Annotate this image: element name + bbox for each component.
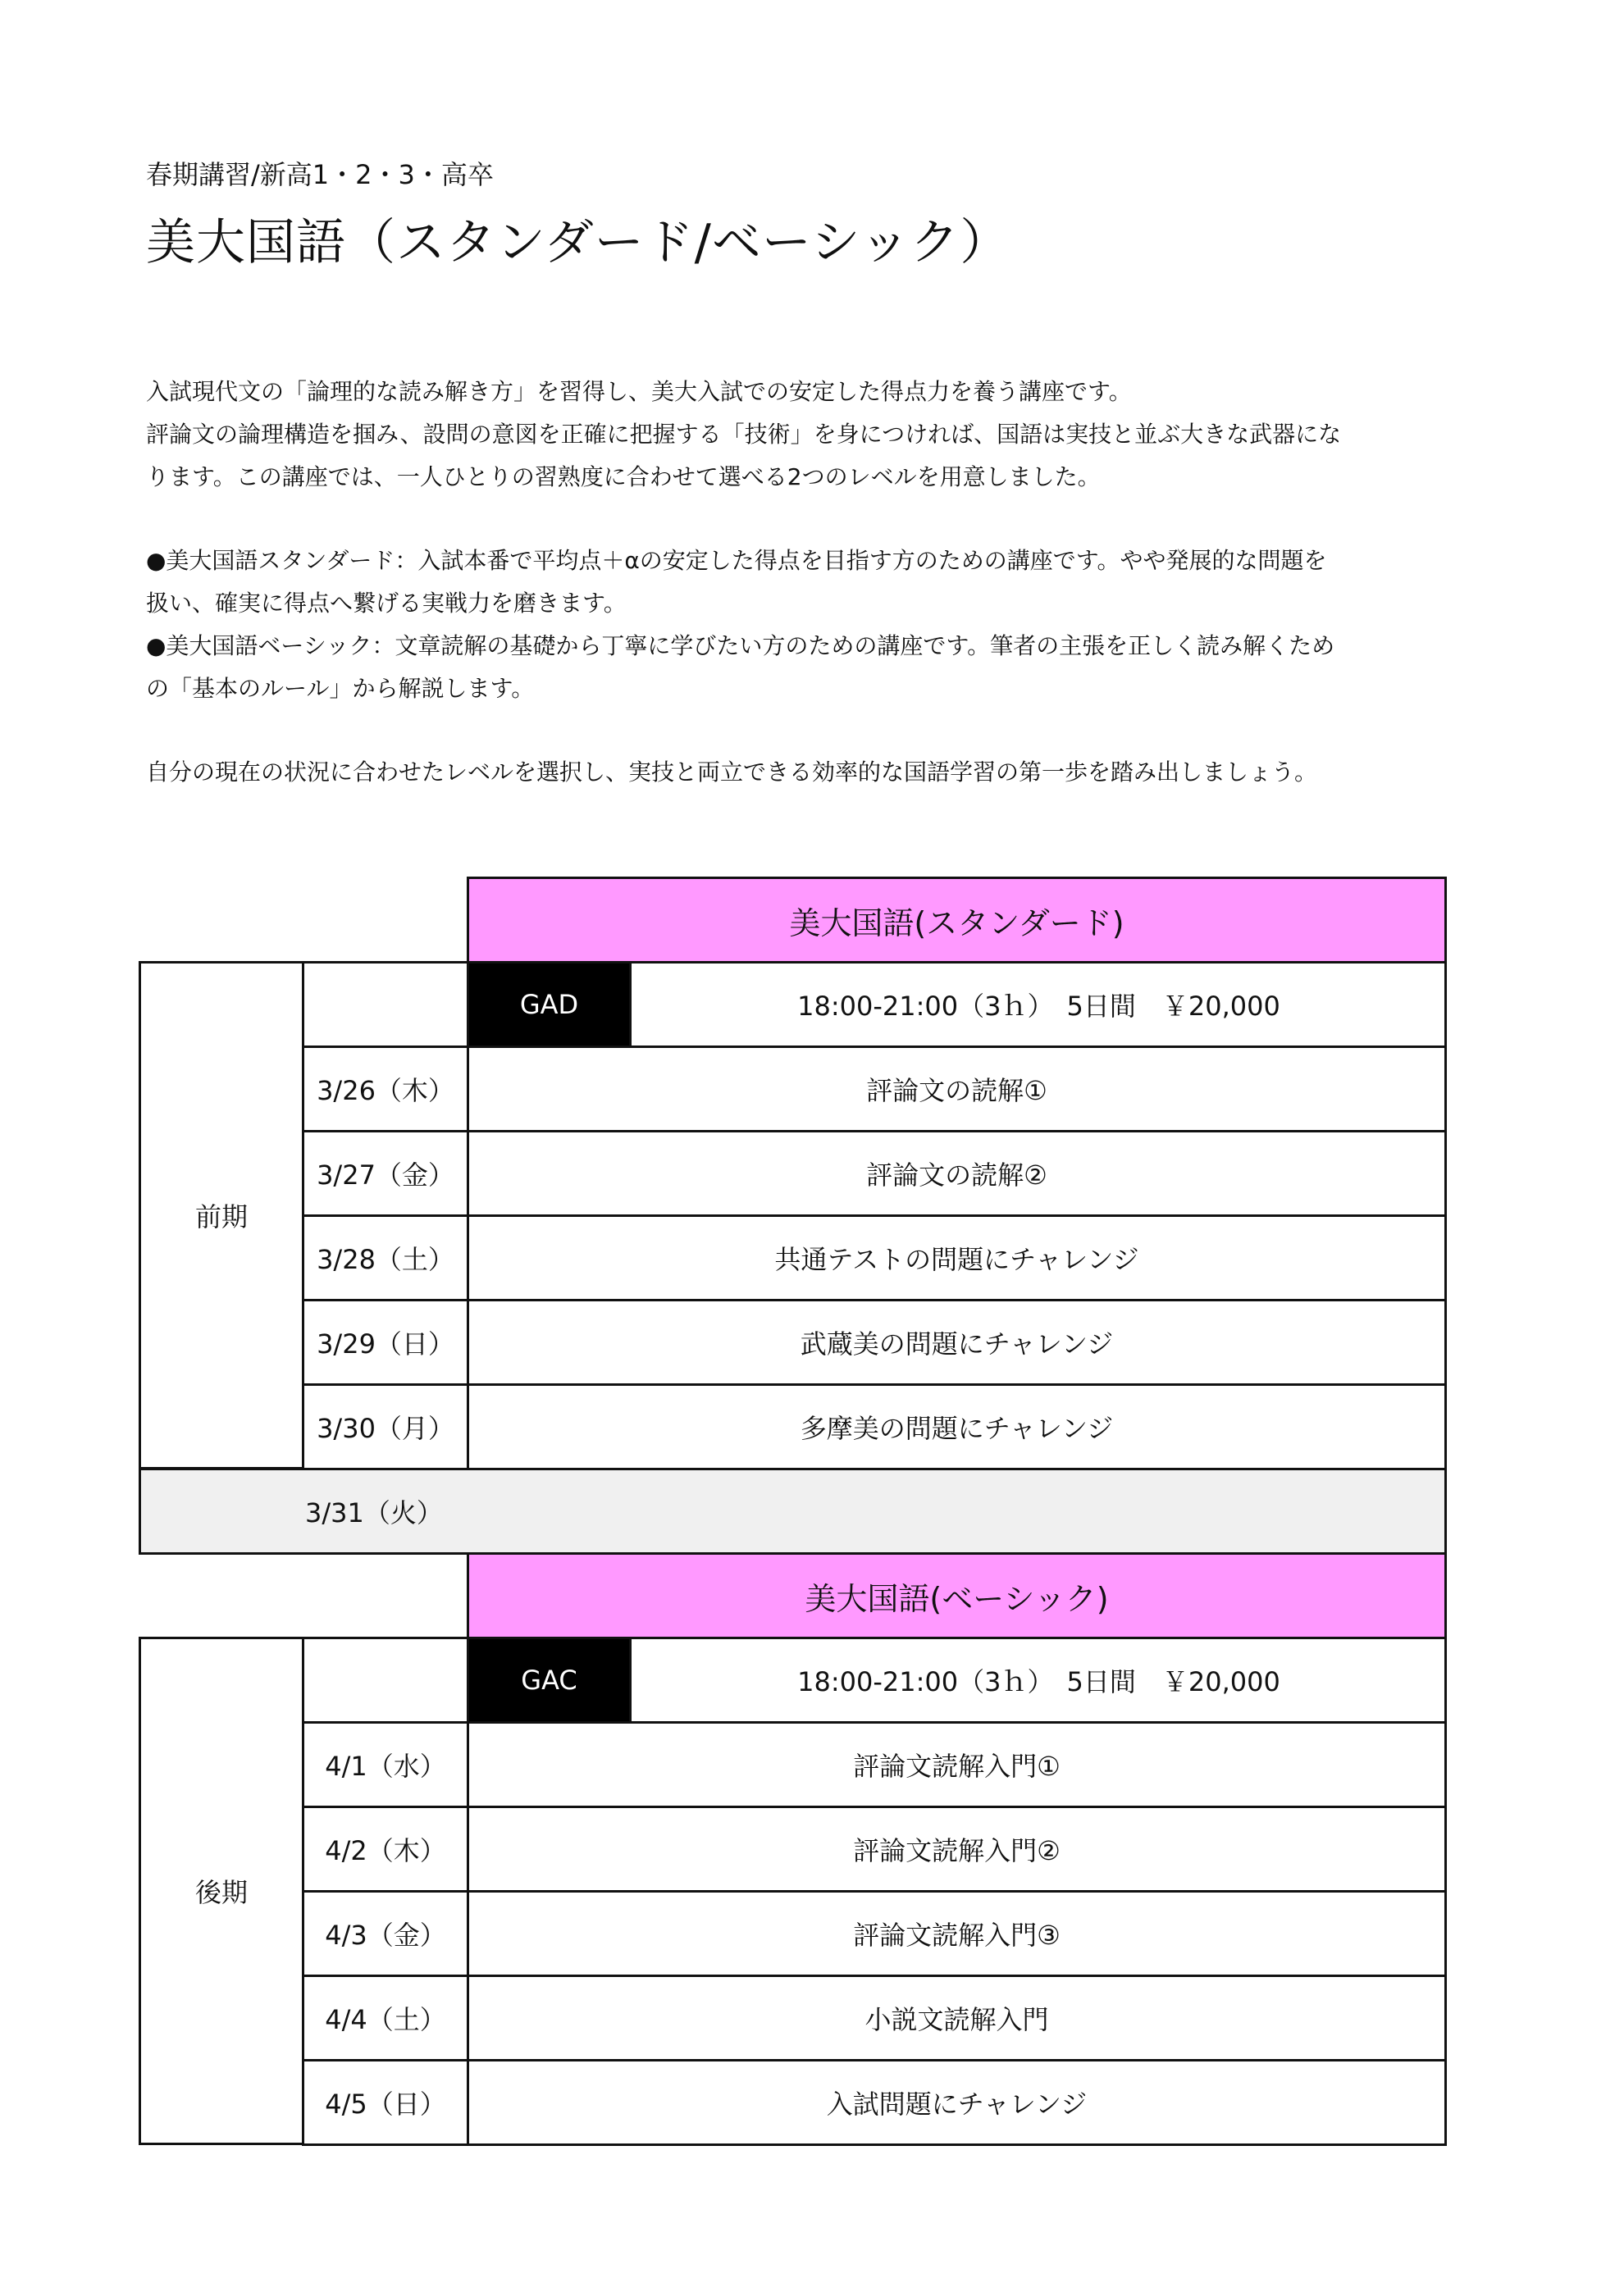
intro-line: 入試現代文の「論理的な読み解き方」を習得し、美大入試での安定した得点力を養う講座です。	[146, 378, 1132, 405]
session-date: 4/4（土）	[302, 1975, 469, 2061]
course-category: 春期講習/新高1・2・3・高卒	[146, 159, 494, 190]
basic-course-code: GAC	[467, 1637, 632, 1724]
level-line: の「基本のルール」から解説します。	[146, 675, 535, 702]
session-date: 4/2（木）	[302, 1806, 469, 1893]
basic-course-info: 18:00-21:00（3ｈ） 5日間 ￥20,000	[797, 1666, 1280, 1697]
session-date: 4/1（水）	[302, 1721, 469, 1808]
basic-course-header: 美大国語(ベーシック)	[467, 1552, 1447, 1639]
level-descriptions	[146, 540, 1458, 710]
empty-header-cell	[302, 1637, 469, 1724]
session-date: 4/5（日）	[302, 2059, 469, 2146]
standard-course-code: GAD	[467, 961, 632, 1048]
page-title: 美大国語（スタンダード/ベーシック）	[146, 214, 1010, 271]
session-topic: 評論文の読解②	[467, 1130, 1447, 1217]
session-topic: 評論文読解入門③	[467, 1890, 1447, 1977]
level-line: 扱い、確実に得点へ繋げる実戦力を磨きます。	[146, 590, 627, 617]
period-label-early: 前期	[139, 961, 304, 1469]
intro-paragraph	[146, 371, 1458, 499]
session-date: 3/28（土）	[302, 1214, 469, 1301]
break-day-row: 3/31（火）	[139, 1468, 1447, 1555]
closing-paragraph	[146, 751, 1458, 794]
session-date: 3/29（日）	[302, 1299, 469, 1386]
session-topic: 共通テストの問題にチャレンジ	[467, 1214, 1447, 1301]
session-topic: 入試問題にチャレンジ	[467, 2059, 1447, 2146]
session-date: 3/27（金）	[302, 1130, 469, 1217]
session-date: 3/26（木）	[302, 1046, 469, 1132]
level-line: ●美大国語ベーシック：文章読解の基礎から丁寧に学びたい方のための講座です。筆者の主張を正しく読み解くため	[146, 632, 1335, 659]
session-date: 3/30（月）	[302, 1383, 469, 1470]
session-topic: 評論文読解入門①	[467, 1721, 1447, 1808]
intro-line: ります。この講座では、一人ひとりの習熟度に合わせて選べる2つのレベルを用意しました。	[146, 463, 1101, 490]
period-label-late: 後期	[139, 1637, 304, 2145]
intro-line: 評論文の論理構造を掴み、設問の意図を正確に把握する「技術」を身につければ、国語は実技と並ぶ大きな武器にな	[146, 421, 1342, 448]
session-topic: 評論文の読解①	[467, 1046, 1447, 1132]
standard-course-header: 美大国語(スタンダード)	[467, 877, 1447, 963]
session-topic: 小説文読解入門	[467, 1975, 1447, 2061]
session-date: 4/3（金）	[302, 1890, 469, 1977]
session-topic: 多摩美の問題にチャレンジ	[467, 1383, 1447, 1470]
level-line: ●美大国語スタンダード：入試本番で平均点＋αの安定した得点を目指す方のための講座です。やや発展的な問題を	[146, 547, 1327, 574]
empty-header-cell	[302, 961, 469, 1048]
closing-line: 自分の現在の状況に合わせたレベルを選択し、実技と両立できる効率的な国語学習の第一歩を踏み出しましょう。	[146, 758, 1318, 786]
session-topic: 武蔵美の問題にチャレンジ	[467, 1299, 1447, 1386]
session-topic: 評論文読解入門②	[467, 1806, 1447, 1893]
standard-course-info: 18:00-21:00（3ｈ） 5日間 ￥20,000	[797, 991, 1280, 1022]
